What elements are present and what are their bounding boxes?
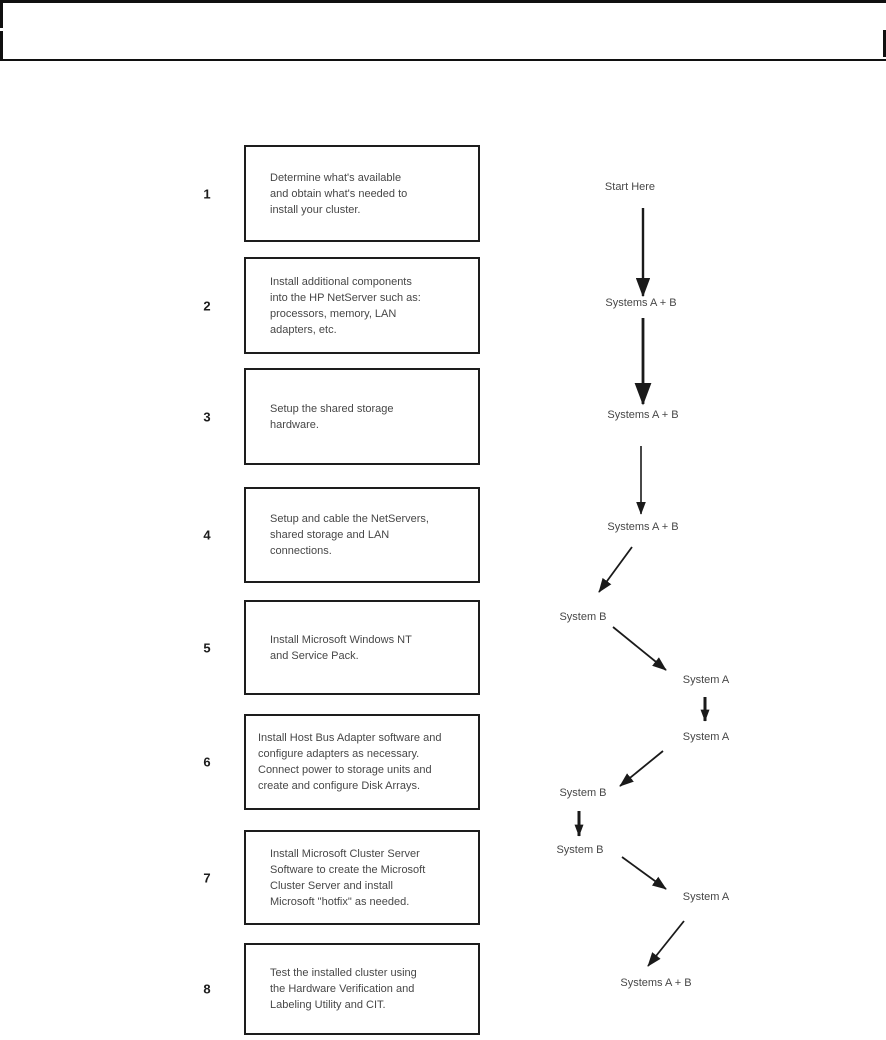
step-box — [244, 600, 480, 695]
step-number: 5 — [203, 640, 211, 655]
step-box — [244, 830, 480, 925]
step-box — [244, 257, 480, 354]
step-text-line: adapters, etc. — [270, 323, 337, 336]
step-row-4 — [0, 487, 886, 583]
flow-label-system-b-3: System B — [556, 844, 604, 856]
step-text-line: Setup and cable the NetServers, — [270, 513, 429, 525]
step-text-line: and Service Pack. — [270, 649, 359, 662]
step-text-line: connections. — [270, 545, 332, 557]
step-row-2 — [0, 257, 886, 354]
flow-label-systems-ab-1: Systems A + B — [605, 297, 677, 309]
step-number: 4 — [203, 527, 211, 543]
flow-label-system-a-2: System A — [682, 731, 730, 743]
step-text-line: Determine what's available — [270, 171, 402, 184]
step-number: 2 — [203, 298, 211, 313]
step-row-7 — [0, 830, 886, 925]
step-text-line: install your cluster. — [270, 203, 361, 216]
step-text-line: Install additional components — [270, 275, 412, 288]
step-text-line: into the HP NetServer such as: — [270, 291, 421, 304]
step-text-line: processors, memory, LAN — [270, 307, 397, 320]
step-number: 3 — [203, 409, 211, 424]
step-text-line: Labeling Utility and CIT. — [270, 999, 386, 1011]
header-table-top-border — [0, 0, 886, 3]
step-text-line: Microsoft "hotfix" as needed. — [270, 895, 410, 908]
step-row-1 — [0, 145, 886, 242]
step-number: 7 — [203, 870, 211, 885]
step-text-line: Install Microsoft Cluster Server — [270, 847, 420, 860]
step-text-line: configure adapters as necessary. — [258, 748, 420, 760]
step-text-line: Software to create the Microsoft — [270, 863, 426, 876]
step-box — [244, 714, 480, 810]
flow-label-system-b-1: System B — [559, 611, 607, 623]
flow-label-systems-ab-4: Systems A + B — [620, 977, 692, 989]
step-number: 6 — [203, 754, 211, 770]
step-text-line: Test the installed cluster using — [270, 967, 417, 979]
step-row-8 — [0, 943, 886, 1035]
header-table-left-border-lower — [0, 31, 3, 59]
step-row-5 — [0, 600, 886, 695]
step-text-line: the Hardware Verification and — [270, 983, 415, 995]
step-text-line: and obtain what's needed to — [270, 187, 408, 200]
flow-label-systems-ab-2: Systems A + B — [607, 409, 679, 421]
step-box — [244, 368, 480, 465]
step-text-line: Setup the shared storage — [270, 402, 394, 415]
flow-label-systems-ab-3: Systems A + B — [607, 521, 679, 533]
step-box — [244, 145, 480, 242]
flow-label-system-a-3: System A — [682, 891, 730, 903]
step-number: 8 — [203, 981, 211, 997]
step-text-line: shared storage and LAN — [270, 529, 390, 541]
step-text-line: create and configure Disk Arrays. — [258, 780, 421, 792]
flow-label-start-here: Start Here — [604, 181, 656, 193]
header-table-bottom-border — [0, 59, 886, 61]
header-table-left-border-upper — [0, 0, 3, 28]
step-row-3 — [0, 368, 886, 465]
step-text-line: hardware. — [270, 418, 319, 431]
step-box — [244, 487, 480, 583]
step-text-line: Install Microsoft Windows NT — [270, 633, 412, 646]
step-number: 1 — [203, 186, 211, 201]
flow-label-system-a-1: System A — [682, 674, 730, 686]
step-text-line: Install Host Bus Adapter software and — [258, 732, 442, 744]
step-row-6 — [0, 714, 886, 810]
step-text-line: Cluster Server and install — [270, 879, 393, 892]
step-box — [244, 943, 480, 1035]
flow-label-system-b-2: System B — [559, 787, 607, 799]
step-text-line: Connect power to storage units and — [258, 764, 432, 776]
